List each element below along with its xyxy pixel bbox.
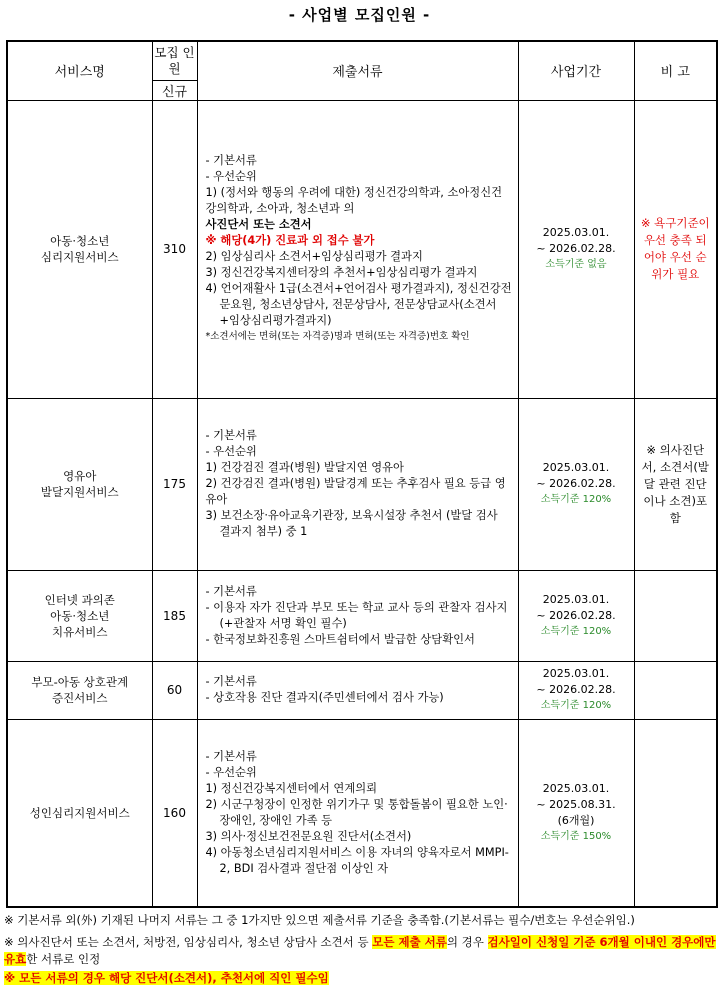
service-name <box>7 100 152 398</box>
income-criteria: 소득기준 없음 <box>545 259 607 270</box>
service-name-line: 치유서비스 <box>51 624 108 639</box>
doc-line: 2) 임상심리사 소견서+임상심리평가 결과지 <box>205 250 423 263</box>
doc-line: 3) 정신건강복지센터장의 추천서+임상심리평가 결과지 <box>205 266 478 279</box>
table-row <box>7 398 717 570</box>
docs-cell <box>197 570 518 661</box>
doc-line: - 상호작용 진단 결과지(주민센터에서 검사 가능) <box>205 691 444 704</box>
doc-line: 3) 보건소장·유아교육기관장, 보육시설장 추천서 (발달 검사 결과지 첨부) 중 1 <box>205 509 498 538</box>
header-docs: 제출서류 <box>197 41 518 100</box>
service-name-line: 영유아 <box>63 469 97 483</box>
period-cell <box>518 661 634 719</box>
docs-cell <box>197 100 518 398</box>
doc-line: - 우선순위 <box>205 445 257 458</box>
docs-cell <box>197 398 518 570</box>
table-row <box>7 100 717 398</box>
service-name-line: 심리지원서비스 <box>40 250 119 264</box>
footnote-2-highlight: 모든 제출 서류 <box>372 935 447 949</box>
header-new: 신규 <box>152 80 197 100</box>
note-cell: ※ 욕구기준이 우선 충족 되어야 우선 순위가 필요 <box>634 100 717 398</box>
doc-line: - 기본서류 <box>205 429 257 442</box>
note-cell: ※ 의사진단서, 소견서(발달 관련 진단이나 소견)포함 <box>634 398 717 570</box>
period-end: ~ 2026.02.28. <box>536 477 616 490</box>
doc-line: - 기본서류 <box>205 749 257 763</box>
table-row <box>7 719 717 907</box>
doc-line: *소견서에는 면허(또는 자격증)명과 면허(또는 자격증)번호 확인 <box>205 331 470 342</box>
service-name: 성인심리지원서비스 <box>7 719 152 907</box>
footnote-2 <box>4 934 717 968</box>
doc-line: 1) 건강검진 결과(병원) 발달지연 영유아 <box>205 461 404 474</box>
service-name-line: 아동·청소년 <box>50 608 110 623</box>
service-name-line: 증진서비스 <box>51 691 108 705</box>
doc-warning: ※ 해당(4가) 진료과 외 접수 불가 <box>205 234 375 247</box>
income-criteria: 소득기준 120% <box>540 700 612 711</box>
period-start: 2025.03.01. <box>542 781 610 795</box>
income-criteria: 소득기준 120% <box>540 625 612 637</box>
table-row <box>7 570 717 661</box>
period-cell <box>518 398 634 570</box>
service-name-line: 발달지원서비스 <box>40 485 119 499</box>
header-note: 비 고 <box>634 41 717 100</box>
recruitment-table <box>6 40 718 908</box>
service-name-line: 인터넷 과의존 <box>44 592 115 607</box>
header-period: 사업기간 <box>518 41 634 100</box>
service-name <box>7 570 152 661</box>
note-cell <box>634 661 717 719</box>
period-cell <box>518 100 634 398</box>
income-criteria: 소득기준 150% <box>540 830 612 842</box>
service-name <box>7 398 152 570</box>
doc-line: 1) 정신건강복지센터에서 연계의뢰 <box>205 781 378 795</box>
note-cell <box>634 719 717 907</box>
period-end: ~ 2026.02.28. <box>536 608 616 622</box>
period-cell <box>518 570 634 661</box>
docs-cell <box>197 661 518 719</box>
table-row <box>7 661 717 719</box>
recruit-count: 310 <box>152 100 197 398</box>
header-recruit: 모집 인원 <box>152 41 197 80</box>
footnote-3 <box>4 970 717 987</box>
period-end: ~ 2025.08.31. <box>536 797 616 811</box>
period-cell <box>518 719 634 907</box>
page-title: - 사업별 모집인원 - <box>288 6 431 24</box>
period-start: 2025.03.01. <box>542 592 610 606</box>
period-end: ~ 2026.02.28. <box>536 683 616 696</box>
header-service: 서비스명 <box>7 41 152 100</box>
docs-cell <box>197 719 518 907</box>
doc-line: - 기본서류 <box>205 675 257 688</box>
service-name-line: 아동·청소년 <box>50 234 110 248</box>
doc-line: - 이용자 자가 진단과 부모 또는 학교 교사 등의 관찰자 검사지 (+관찰자 서명 확인 필수) <box>205 600 508 630</box>
service-name <box>7 661 152 719</box>
recruit-count: 185 <box>152 570 197 661</box>
doc-line: 1) (정서와 행동의 우려에 대한) 정신건강의학과, 소아정신건강의학과, 소아과, 청소년과 의 <box>205 186 503 215</box>
doc-line: - 기본서류 <box>205 584 257 598</box>
period-duration: (6개월) <box>557 813 595 827</box>
doc-line: - 기본서류 <box>205 154 257 167</box>
period-start: 2025.03.01. <box>542 667 610 680</box>
income-criteria: 소득기준 120% <box>540 494 612 505</box>
doc-line: 사진단서 또는 소견서 <box>205 218 312 231</box>
period-start: 2025.03.01. <box>542 461 610 474</box>
doc-line: - 우선순위 <box>205 170 257 183</box>
footnote-1: ※ 기본서류 외(外) 기재된 나머지 서류는 그 중 1가지만 있으면 제출서류 기준을 충족함.(기본서류는 필수/번호는 우선순위임.) <box>4 913 635 927</box>
period-start: 2025.03.01. <box>542 226 610 239</box>
doc-line: 2) 건강검진 결과(병원) 발달경계 또는 추후검사 필요 등급 영유아 <box>205 477 506 506</box>
note-cell <box>634 570 717 661</box>
footnote-2-text: ※ 의사진단서 또는 소견서, 처방전, 임상심리사, 청소년 상담사 소견서 등 <box>4 935 373 949</box>
doc-line: 3) 의사·정신보건전문요원 진단서(소견서) <box>205 829 412 843</box>
footnote-2-highlight: 검사일이 신청일 기준 6개월 이내인 경우에만 유효 <box>4 935 716 966</box>
doc-line: 4) 아동청소년심리지원서비스 이용 자녀의 양육자로서 MMPI-2, BDI 검사결과 절단점 이상인 자 <box>205 845 509 875</box>
doc-line: - 우선순위 <box>205 765 257 779</box>
footnote-2-text: 의 경우 <box>446 935 488 949</box>
doc-line: 4) 언어재활사 1급(소견서+언어검사 평가결과지), 정신건강전문요원, 청소년상담사, 전문상담사, 전문상담교사(소견서+임상심리평가결과지) <box>205 282 512 327</box>
recruit-count: 175 <box>152 398 197 570</box>
doc-line: 2) 시군구청장이 인정한 위기가구 및 통합돌봄이 필요한 노인·장애인, 장애인 가족 등 <box>205 797 508 827</box>
footnote-2-text: 한 서류로 인정 <box>26 952 101 966</box>
period-end: ~ 2026.02.28. <box>536 242 616 255</box>
recruit-count: 60 <box>152 661 197 719</box>
footnote-3-highlight: ※ 모든 서류의 경우 해당 진단서(소견서), 추천서에 직인 필수임 <box>4 971 329 985</box>
doc-line: - 한국정보화진흥원 스마트쉼터에서 발급한 상담확인서 <box>205 632 475 646</box>
service-name-line: 부모-아동 상호관계 <box>31 675 129 689</box>
recruit-count: 160 <box>152 719 197 907</box>
